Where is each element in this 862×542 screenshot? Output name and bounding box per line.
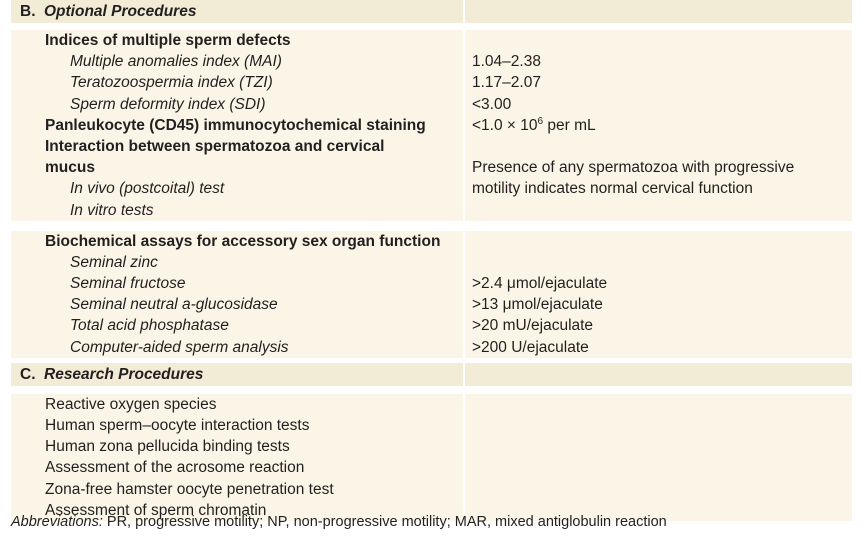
procedures-table [11, 0, 852, 526]
list-item: Zona-free hamster oocyte penetration test [45, 480, 334, 498]
row-value: 1.17–2.07 [472, 74, 541, 92]
group-multiple-sperm-defects [11, 25, 852, 226]
value-suffix: per mL [543, 116, 596, 134]
row-value: >200 U/ejaculate [472, 338, 589, 356]
research-procedures-list [11, 388, 852, 526]
group-heading: Biochemical assays for accessory sex organ function [45, 232, 441, 250]
row-value: >13 μmol/ejaculate [472, 296, 603, 314]
row-value: >20 mU/ejaculate [472, 317, 594, 335]
group-heading: Indices of multiple sperm defects [45, 32, 291, 49]
in-vivo-label: In vivo (postcoital) test [70, 180, 225, 198]
row-value: >2.4 μmol/ejaculate [472, 275, 608, 293]
row-value: <3.00 [472, 95, 512, 113]
interaction-value-line1: Presence of any spermatozoa with progressive [472, 159, 795, 177]
value-prefix: <1.0 × 10 [472, 116, 538, 134]
panleukocyte-value [465, 115, 852, 136]
list-item: Assessment of sperm chromatin [45, 501, 267, 519]
interaction-heading-line1: Interaction between spermatozoa and cervical [45, 137, 385, 155]
value-exponent: 6 [537, 115, 544, 127]
row-label: Seminal neutral a-glucosidase [70, 296, 278, 314]
row-label: Teratozoospermia index (TZI) [70, 74, 273, 92]
row-label: Seminal zinc [70, 253, 158, 271]
section-b-header [11, 0, 852, 25]
row-label: Multiple anomalies index (MAI) [70, 53, 282, 71]
abbreviations-footnote [11, 514, 667, 530]
in-vitro-label: In vitro tests [70, 201, 154, 219]
row-value: 1.04–2.38 [472, 53, 541, 71]
row-label: Sperm deformity index (SDI) [70, 95, 266, 113]
row-label: Total acid phosphatase [70, 317, 229, 335]
list-item: Assessment of the acrosome reaction [45, 459, 305, 477]
row-value [465, 252, 852, 273]
list-item: Reactive oxygen species [45, 395, 217, 413]
footnote-lead: Abbreviations: [11, 514, 103, 530]
row-label: Seminal fructose [70, 275, 186, 293]
section-b-title: Optional Procedures [44, 3, 197, 20]
row-label: Computer-aided sperm analysis [70, 338, 289, 356]
list-item: Human zona pellucida binding tests [45, 438, 290, 456]
section-c-title: Research Procedures [44, 365, 204, 383]
footnote-text: PR, progressive motility; NP, non-progressive motility; MAR, mixed antiglobulin reaction [102, 514, 667, 530]
interaction-value-line2: motility indicates normal cervical function [472, 180, 753, 198]
group-biochemical-assays [11, 226, 852, 363]
section-c-letter: C. [20, 365, 36, 383]
list-item: Human sperm–oocyte interaction tests [45, 417, 310, 434]
section-b-letter: B. [20, 3, 36, 20]
panleukocyte-label: Panleukocyte (CD45) immunocytochemical staining [45, 116, 426, 134]
section-c-header [11, 363, 852, 388]
interaction-heading-line2: mucus [45, 159, 95, 177]
